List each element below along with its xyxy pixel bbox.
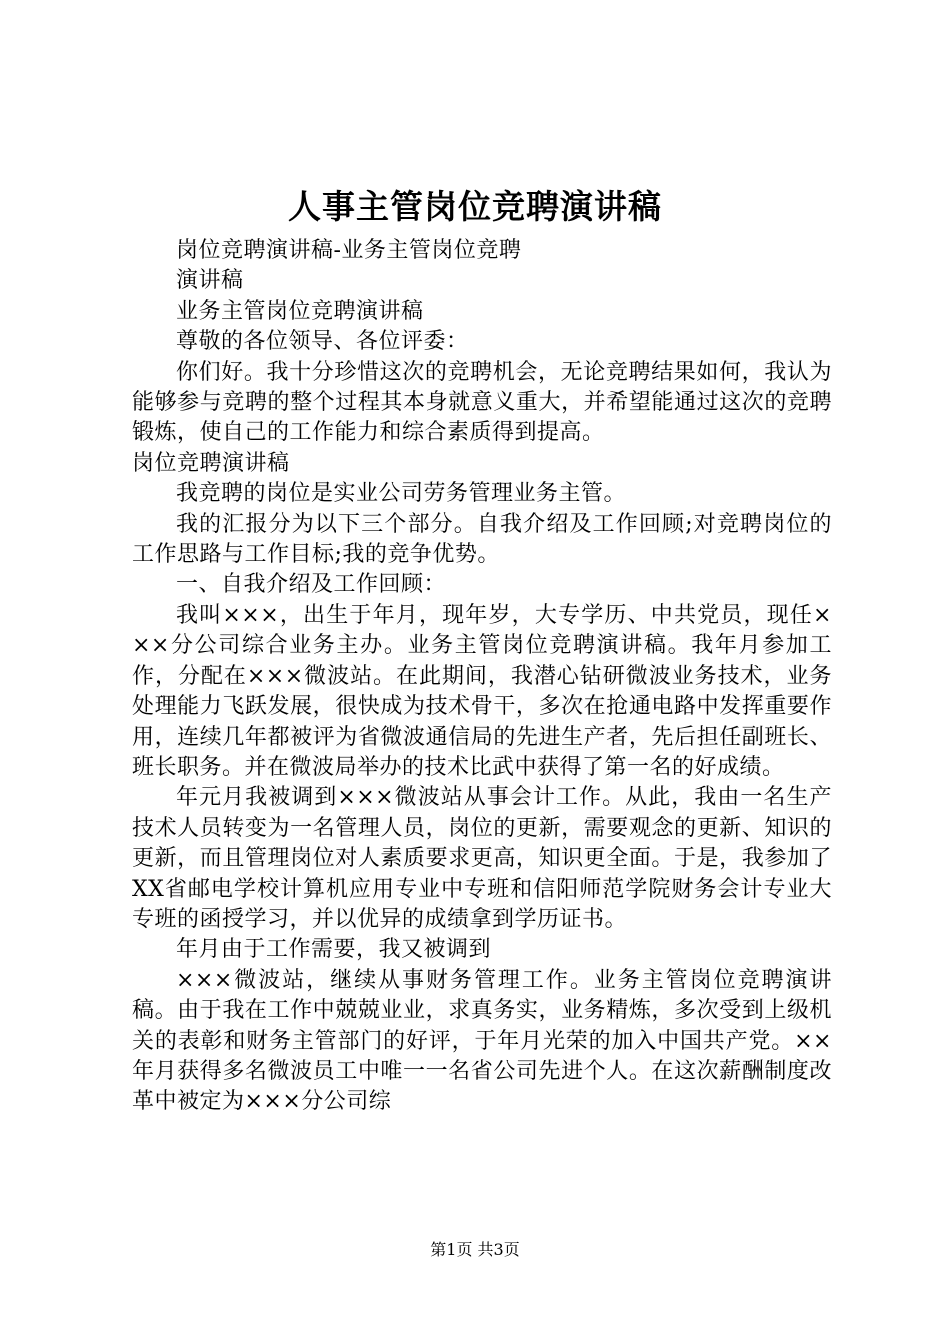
paragraph: 你们好。我十分珍惜这次的竞聘机会，无论竞聘结果如何，我认为能够参与竞聘的整个过程其本身就意义重大，并希望能通过这次的竞聘锻炼，使自己的工作能力和综合素质得到提高。 <box>132 359 832 446</box>
paragraph: 尊敬的各位领导、各位评委： <box>176 329 469 355</box>
section-heading: 一、自我介绍及工作回顾： <box>176 572 447 598</box>
paragraph: 年月由于工作需要，我又被调到 <box>176 937 492 963</box>
page-footer: 第1页 共3页 <box>430 1240 520 1259</box>
paragraph: 演讲稿 <box>176 268 244 294</box>
paragraph: 岗位竞聘演讲稿 <box>132 450 290 476</box>
paragraph: 业务主管岗位竞聘演讲稿 <box>176 298 424 324</box>
paragraph: 年元月我被调到×××微波站从事会计工作。从此，我由一名生产技术人员转变为一名管理人员，岗位的更新，需要观念的更新、知识的更新，而且管理岗位对人素质要求更高，知识更全面。于是，我参加了XX省邮电学校计算机应用专业中专班和信阳师范学院财务会计专业大专班的函授学习，并以优异的成绩拿到学历证书。 <box>132 785 832 932</box>
paragraph: 我竞聘的岗位是实业公司劳务管理业务主管。 <box>176 481 627 507</box>
document-body <box>132 236 832 1118</box>
document-title: 人事主管岗位竞聘演讲稿 <box>288 187 662 226</box>
paragraph: 岗位竞聘演讲稿-业务主管岗位竞聘 <box>176 238 522 263</box>
paragraph: 我的汇报分为以下三个部分。自我介绍及工作回顾;对竞聘岗位的工作思路与工作目标;我的竞争优势。 <box>132 511 832 568</box>
paragraph: 我叫×××，出生于年月，现年岁，大专学历、中共党员，现任×××分公司综合业务主办。业务主管岗位竞聘演讲稿。我年月参加工作，分配在×××微波站。在此期间，我潜心钻研微波业务技术，业务处理能力飞跃发展，很快成为技术骨干，多次在抢通电路中发挥重要作用，连续几年都被评为省微波通信局的先进生产者，先后担任副班长、班长职务。并在微波局举办的技术比武中获得了第一名的好成绩。 <box>132 602 832 780</box>
paragraph: ×××微波站，继续从事财务管理工作。业务主管岗位竞聘演讲稿。由于我在工作中兢兢业业，求真务实，业务精炼，多次受到上级机关的表彰和财务主管部门的好评，于年月光荣的加入中国共产党。××年月获得多名微波员工中唯一一名省公司先进个人。在这次薪酬制度改革中被定为×××分公司综 <box>132 967 832 1115</box>
